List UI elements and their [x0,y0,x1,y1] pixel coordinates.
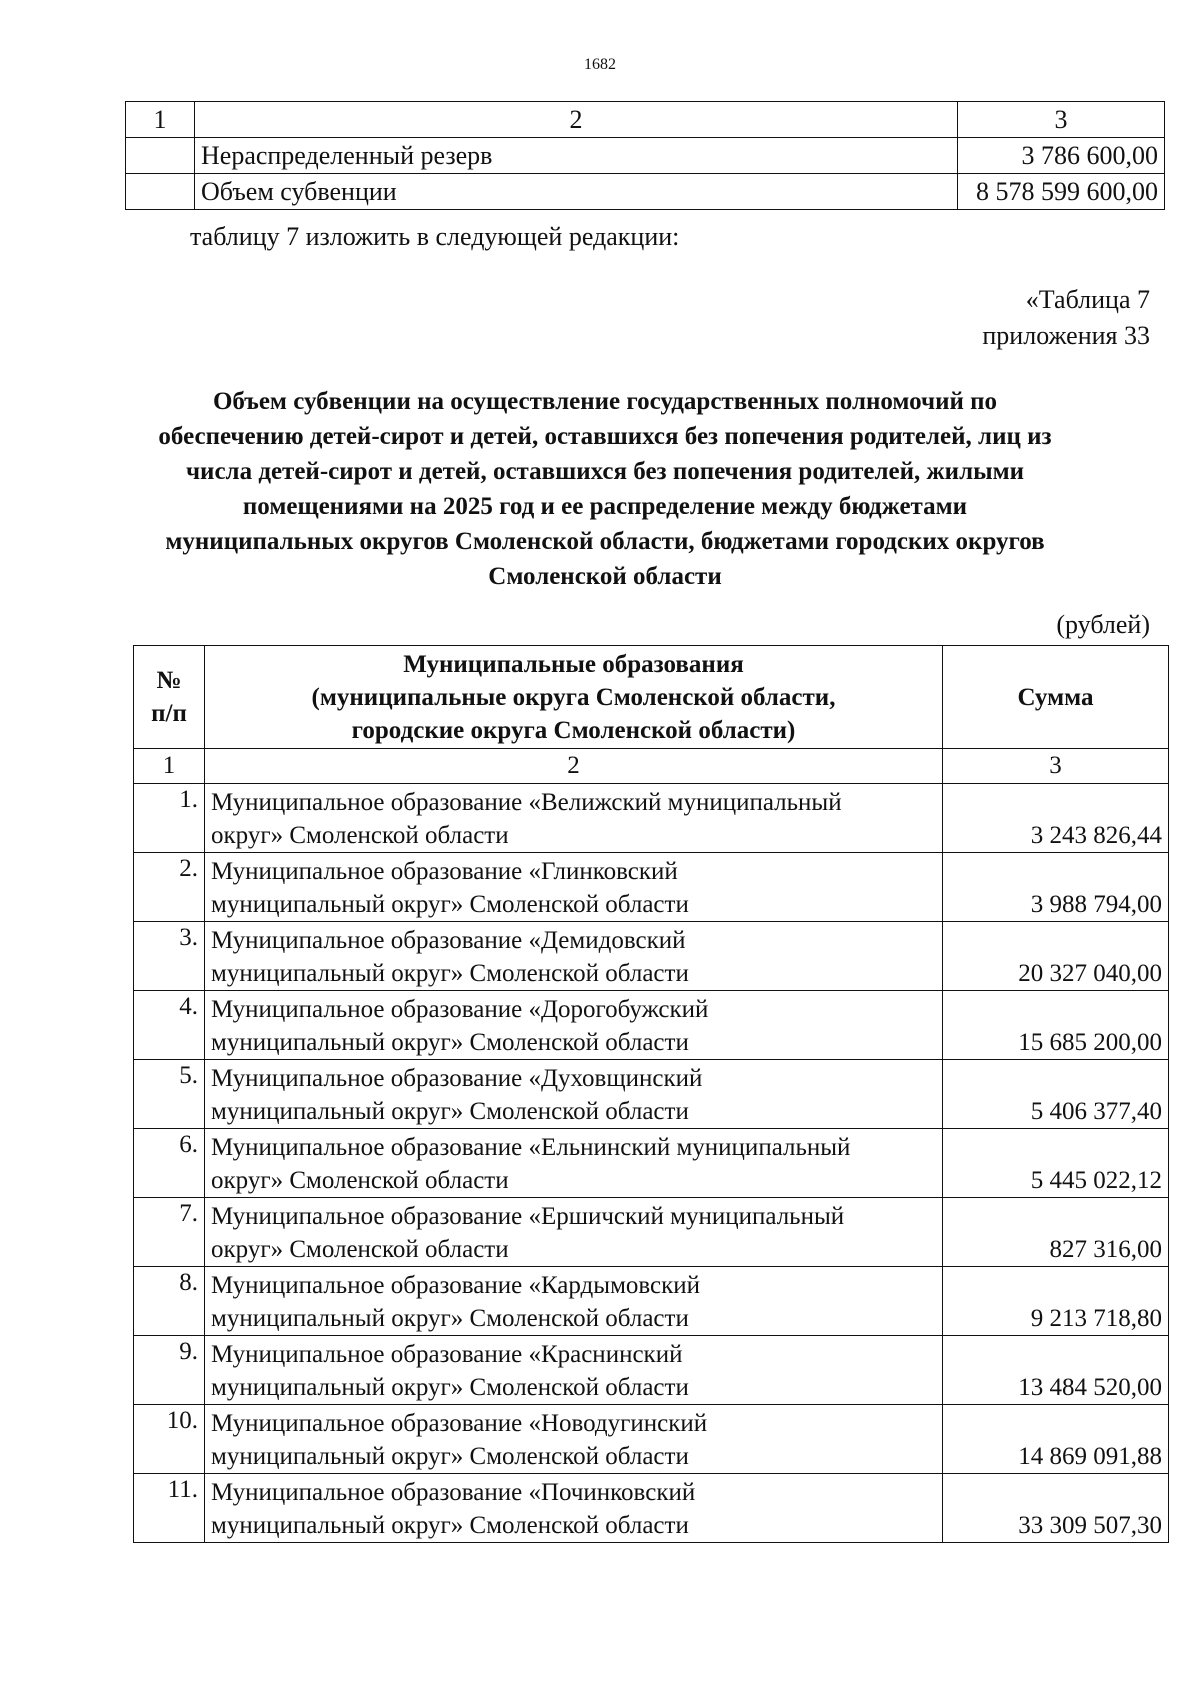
header-municipalities [205,646,943,749]
municipality-name-cell [205,922,943,991]
instruction-text: таблицу 7 изложить в следующей редакции: [190,222,680,251]
header-cell: 2 [195,102,958,138]
row-number-cell: 1. [134,784,205,853]
table-row [134,922,1169,991]
subvention-amount-cell: 33 309 507,30 [943,1474,1169,1543]
distribution-table [133,645,1169,1543]
header-number-line: п/п [151,700,187,727]
title-line: помещениями на 2025 год и ее распределение между бюджетами [242,493,968,520]
municipality-name-cell [205,1474,943,1543]
document-title [110,384,1100,594]
row-number-cell: 3. [134,922,205,991]
row-number-cell: 5. [134,1060,205,1129]
title-line: обеспечению детей-сирот и детей, оставшихся без попечения родителей, лиц из [158,423,1052,450]
municipality-name-line: муниципальный округ» Смоленской области [211,891,689,918]
subvention-amount-cell: 9 213 718,80 [943,1267,1169,1336]
row-sum-cell: 3 786 600,00 [958,138,1165,174]
column-index-cell: 3 [943,749,1169,784]
title-line: числа детей-сирот и детей, оставшихся без попечения родителей, жилыми [185,458,1025,485]
page-number: 1682 [584,56,616,73]
header-sum: Сумма [943,646,1169,749]
municipality-name-line: округ» Смоленской области [211,822,509,849]
row-number-cell: 6. [134,1129,205,1198]
title-line: Объем субвенции на осуществление государственных полномочий по [212,388,998,415]
municipality-name-line: Муниципальное образование «Велижский муниципальный [211,789,842,816]
table-reference-line: приложения 33 [982,321,1150,350]
title-line: Смоленской области [488,563,722,590]
municipality-name-line: округ» Смоленской области [211,1236,509,1263]
row-sum-cell: 8 578 599 600,00 [958,174,1165,210]
row-number-cell: 7. [134,1198,205,1267]
title-line: муниципальных округов Смоленской области, бюджетами городских округов [165,528,1045,555]
table-row [134,784,1169,853]
municipality-name-cell [205,1267,943,1336]
header-number-line: № [156,667,182,694]
table-row [134,1129,1169,1198]
table-row [134,1336,1169,1405]
table-row [134,1198,1169,1267]
municipality-name-line: муниципальный округ» Смоленской области [211,1029,689,1056]
summary-table-header-row [126,102,1165,138]
municipality-name-line: муниципальный округ» Смоленской области [211,1443,689,1470]
table-header-row [134,646,1169,749]
row-number-cell: 9. [134,1336,205,1405]
table-row [134,853,1169,922]
row-number-cell [126,138,195,174]
table-reference [982,282,1150,354]
table-reference-line: «Таблица 7 [1025,285,1150,314]
municipality-name-cell [205,784,943,853]
table-row [134,1060,1169,1129]
column-index-row [134,749,1169,784]
header-name-line: городские округа Смоленской области) [351,716,796,744]
municipality-name-line: Муниципальное образование «Духовщинский [211,1065,703,1092]
table-row [126,138,1165,174]
municipality-name-line: Муниципальное образование «Дорогобужский [211,996,709,1023]
municipality-name-line: муниципальный округ» Смоленской области [211,1374,689,1401]
row-number-cell: 10. [134,1405,205,1474]
row-number-cell [126,174,195,210]
municipality-name-line: муниципальный округ» Смоленской области [211,1305,689,1332]
subvention-amount-cell: 3 243 826,44 [943,784,1169,853]
municipality-name-line: Муниципальное образование «Новодугинский [211,1410,708,1437]
subvention-amount-cell: 15 685 200,00 [943,991,1169,1060]
table-row [134,1405,1169,1474]
municipality-name-line: Муниципальное образование «Краснинский [211,1341,683,1368]
municipality-name-cell [205,1060,943,1129]
subvention-amount-cell: 13 484 520,00 [943,1336,1169,1405]
table-row [134,1267,1169,1336]
subvention-amount-cell: 827 316,00 [943,1198,1169,1267]
row-name-cell: Объем субвенции [195,174,958,210]
units-label: (рублей) [1056,610,1150,639]
row-number-cell: 2. [134,853,205,922]
municipality-name-line: Муниципальное образование «Ельнинский муниципальный [211,1134,851,1161]
column-index-cell: 1 [134,749,205,784]
municipality-name-cell [205,853,943,922]
subvention-amount-cell: 20 327 040,00 [943,922,1169,991]
row-number-cell: 4. [134,991,205,1060]
header-name-line: Муниципальные образования [403,650,744,678]
subvention-amount-cell: 5 406 377,40 [943,1060,1169,1129]
column-index-cell: 2 [205,749,943,784]
table-row [126,174,1165,210]
header-name-line: (муниципальные округа Смоленской области, [311,683,836,711]
row-number-cell: 8. [134,1267,205,1336]
municipality-name-line: Муниципальное образование «Демидовский [211,927,686,954]
municipality-name-cell [205,991,943,1060]
subvention-amount-cell: 3 988 794,00 [943,853,1169,922]
subvention-amount-cell: 5 445 022,12 [943,1129,1169,1198]
table-row [134,991,1169,1060]
municipality-name-line: Муниципальное образование «Кардымовский [211,1272,701,1299]
municipality-name-line: округ» Смоленской области [211,1167,509,1194]
municipality-name-line: Муниципальное образование «Ершичский муниципальный [211,1203,845,1230]
header-cell: 3 [958,102,1165,138]
municipality-name-cell [205,1336,943,1405]
municipality-name-line: Муниципальное образование «Починковский [211,1479,696,1506]
header-cell: 1 [126,102,195,138]
municipality-name-cell [205,1198,943,1267]
table-row [134,1474,1169,1543]
subvention-amount-cell: 14 869 091,88 [943,1405,1169,1474]
summary-table [125,101,1165,210]
municipality-name-line: муниципальный округ» Смоленской области [211,1512,689,1539]
header-number [134,646,205,749]
municipality-name-line: муниципальный округ» Смоленской области [211,1098,689,1125]
municipality-name-cell [205,1405,943,1474]
row-name-cell: Нераспределенный резерв [195,138,958,174]
municipality-name-line: муниципальный округ» Смоленской области [211,960,689,987]
municipality-name-line: Муниципальное образование «Глинковский [211,858,678,885]
municipality-name-cell [205,1129,943,1198]
row-number-cell: 11. [134,1474,205,1543]
